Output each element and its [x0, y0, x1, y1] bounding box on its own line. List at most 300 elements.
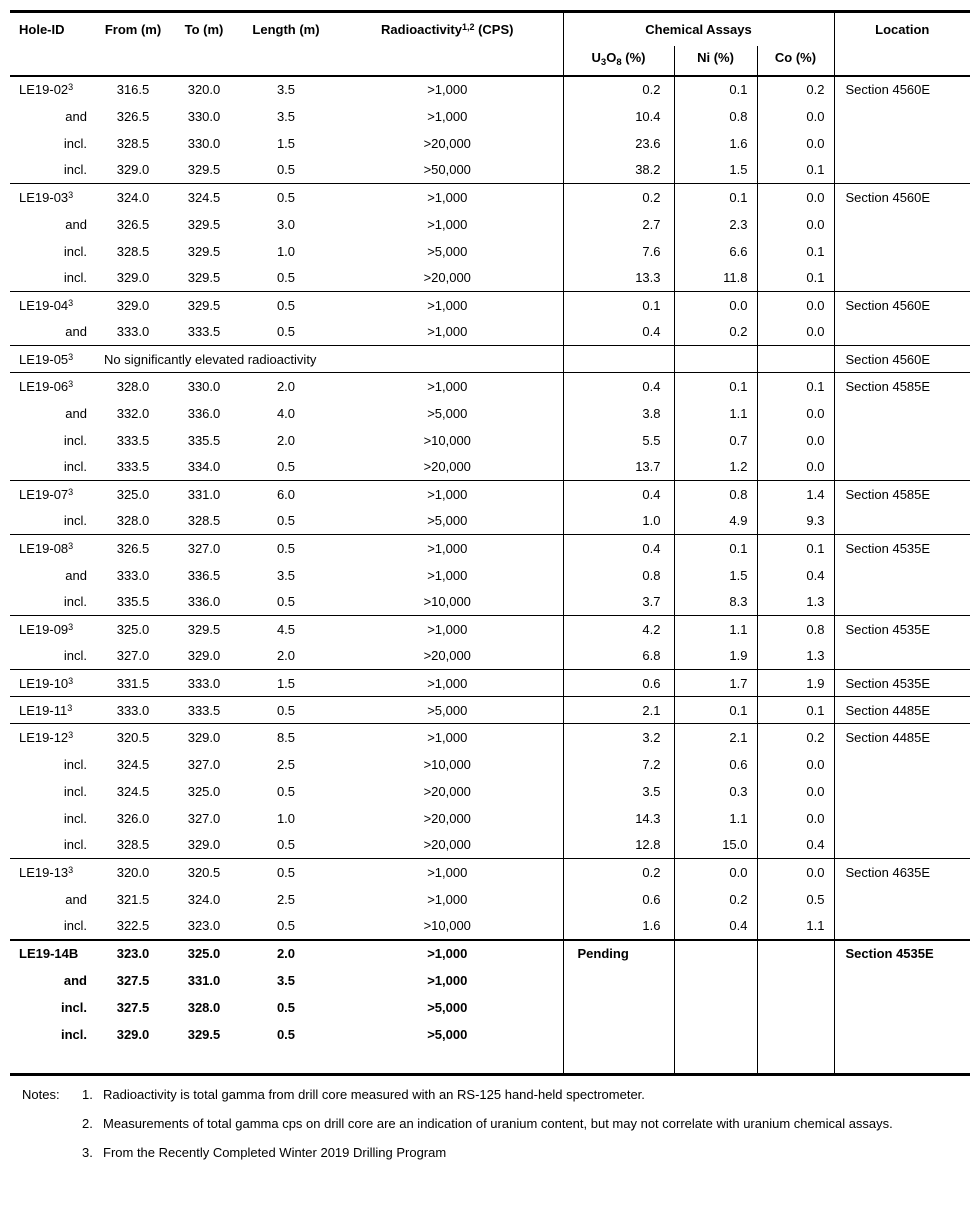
to-cell: 325.0 — [168, 940, 240, 967]
hole-id-cell — [10, 400, 98, 427]
table-row — [10, 346, 970, 373]
length-cell: 0.5 — [240, 697, 332, 724]
u3o8-cell: 0.4 — [563, 373, 674, 400]
ni-cell: 0.0 — [674, 292, 757, 319]
note-text: From the Recently Completed Winter 2019 Drilling Program — [103, 1145, 447, 1160]
table-row — [10, 778, 970, 805]
table-row — [10, 400, 970, 427]
length-cell: 0.5 — [276, 999, 296, 1015]
ni-cell: 0.8 — [674, 481, 757, 508]
location-cell — [834, 994, 970, 1021]
radioactivity-cell: >1,000 — [332, 184, 563, 211]
location-cell — [834, 400, 970, 427]
from-cell: 320.0 — [98, 859, 168, 886]
hole-id-label: incl. — [63, 162, 87, 178]
footnote-superscript: 3 — [68, 486, 74, 497]
from-cell: 329.0 — [98, 292, 168, 319]
co-cell: 1.4 — [757, 481, 834, 508]
hole-id-cell — [10, 940, 98, 967]
radioactivity-cell: >1,000 — [332, 616, 563, 643]
footnote-superscript: 3 — [68, 189, 74, 200]
hole-id-label: LE19-09 — [19, 621, 69, 637]
location-cell: Section 4535E — [834, 535, 970, 562]
u3o8-cell: 13.7 — [563, 454, 674, 481]
location-cell — [834, 265, 970, 292]
length-cell: 3.5 — [276, 82, 296, 97]
footnote-superscript: 1,2 — [461, 22, 475, 32]
to-cell: 333.5 — [187, 324, 221, 340]
ni-cell: 1.9 — [674, 643, 757, 670]
length-cell: 6.0 — [240, 481, 332, 508]
radioactivity-cell: >1,000 — [427, 324, 468, 340]
table-body — [10, 76, 970, 1075]
hole-id-label: incl. — [63, 837, 87, 853]
hole-id-label: incl. — [63, 270, 87, 286]
note-item — [82, 1115, 893, 1133]
location-cell — [834, 778, 970, 805]
table-row — [10, 319, 970, 346]
ni-cell: 2.3 — [674, 211, 757, 238]
radioactivity-cell: >50,000 — [423, 162, 471, 178]
u3o8-cell: 0.6 — [563, 886, 674, 913]
note-text: Measurements of total gamma cps on drill core are an indication of uranium content, but may not correlate with uranium chemical assays. — [103, 1116, 893, 1131]
ni-cell: 11.8 — [674, 265, 757, 292]
ni-cell: 0.4 — [674, 913, 757, 940]
ni-cell: 0.0 — [674, 859, 757, 886]
location-cell: Section 4485E — [834, 724, 970, 751]
ni-cell: 1.1 — [674, 400, 757, 427]
hole-id-cell — [10, 238, 98, 265]
col-header-chemical-assays: Chemical Assays — [563, 12, 834, 46]
ni-cell: 0.1 — [674, 76, 757, 103]
hole-id-cell — [10, 130, 98, 157]
u3o8-cell: 3.7 — [563, 589, 674, 616]
hole-id-label: and — [65, 405, 87, 421]
hole-id-cell — [10, 643, 98, 670]
from-cell: 329.0 — [116, 1026, 150, 1042]
u3o8-cell: 0.2 — [563, 859, 674, 886]
u3o8-cell: 0.2 — [563, 76, 674, 103]
footnote-superscript: 3 — [68, 351, 74, 362]
hole-id-label: incl. — [60, 999, 87, 1015]
co-cell: 0.0 — [757, 211, 834, 238]
ni-cell: 2.1 — [674, 724, 757, 751]
from-cell: 324.0 — [98, 184, 168, 211]
location-cell — [834, 319, 970, 346]
hole-id-cell — [10, 184, 98, 211]
location-cell: Section 4560E — [834, 184, 970, 211]
length-cell: 0.5 — [276, 270, 296, 286]
hole-id-label: incl. — [63, 810, 87, 826]
radioactivity-cell: >20,000 — [423, 270, 471, 286]
to-cell: 323.0 — [187, 918, 221, 933]
u3o8-cell: 3.2 — [563, 724, 674, 751]
hole-id-label: LE19-07 — [19, 486, 69, 502]
length-cell: 3.5 — [276, 972, 296, 988]
radioactivity-cell: >1,000 — [427, 972, 468, 988]
ni-cell: 0.1 — [674, 373, 757, 400]
co-cell: 0.1 — [757, 535, 834, 562]
from-cell: 332.0 — [116, 405, 150, 421]
table-row — [10, 265, 970, 292]
location-cell — [834, 913, 970, 940]
ni-cell: 8.3 — [674, 589, 757, 616]
hole-id-cell — [10, 751, 98, 778]
table-row — [10, 643, 970, 670]
co-cell: 0.0 — [757, 130, 834, 157]
hole-id-label: LE19-13 — [19, 864, 69, 880]
location-cell: Section 4535E — [834, 940, 970, 967]
hole-id-label: incl. — [63, 918, 87, 933]
hole-id-cell — [10, 1021, 98, 1048]
hole-id-cell — [10, 913, 98, 940]
u3o8-cell — [563, 994, 674, 1021]
co-cell: 0.0 — [757, 859, 834, 886]
from-cell: 327.5 — [116, 972, 150, 988]
to-cell: 329.5 — [187, 216, 221, 232]
length-cell: 0.5 — [276, 594, 296, 610]
from-cell: 327.0 — [116, 648, 150, 664]
to-cell: 330.0 — [187, 108, 221, 124]
note-number: 2. — [82, 1116, 93, 1131]
ni-cell — [674, 1021, 757, 1048]
hole-id-cell — [10, 292, 98, 319]
hole-id-cell — [10, 967, 98, 994]
length-cell: 2.0 — [240, 373, 332, 400]
co-cell — [757, 1021, 834, 1048]
from-cell: 325.0 — [98, 481, 168, 508]
u3o8-cell: 10.4 — [563, 103, 674, 130]
length-cell: 0.5 — [276, 324, 296, 340]
col-header-hole-id: Hole-ID — [19, 22, 65, 37]
hole-id-cell — [10, 373, 98, 400]
table-row — [10, 697, 970, 724]
to-cell: 324.0 — [187, 891, 221, 907]
from-cell: 331.5 — [98, 670, 168, 697]
co-cell: 1.3 — [757, 589, 834, 616]
length-cell: 1.0 — [276, 810, 296, 826]
to-cell: 325.0 — [187, 783, 221, 799]
u3o8-subscript: 3 — [600, 56, 607, 68]
to-cell: 329.0 — [187, 837, 221, 853]
u3o8-cell: 0.4 — [563, 535, 674, 562]
length-cell: 1.0 — [276, 243, 296, 259]
ni-cell: 1.5 — [674, 562, 757, 589]
co-cell: 1.9 — [757, 670, 834, 697]
co-cell: 0.1 — [757, 697, 834, 724]
location-cell: Section 4585E — [834, 373, 970, 400]
u3o8-cell: 0.2 — [563, 184, 674, 211]
ni-cell: 0.1 — [674, 184, 757, 211]
length-cell: 0.5 — [240, 184, 332, 211]
co-cell: 0.1 — [757, 373, 834, 400]
footnote-superscript: 3 — [68, 621, 74, 632]
notes-label: Notes: — [22, 1087, 60, 1102]
hole-id-cell — [10, 859, 98, 886]
hole-id-cell — [10, 346, 98, 373]
from-cell: 335.5 — [116, 594, 150, 610]
radioactivity-cell: >1,000 — [427, 216, 468, 232]
from-cell — [98, 1048, 168, 1075]
length-cell: 4.0 — [276, 405, 296, 421]
co-cell: 0.1 — [757, 265, 834, 292]
table-row — [10, 967, 970, 994]
table-row — [10, 940, 970, 967]
radioactivity-cell: >1,000 — [332, 859, 563, 886]
hole-id-label: incl. — [63, 783, 87, 799]
from-cell: 333.0 — [116, 567, 150, 583]
from-cell: 328.5 — [116, 135, 150, 151]
table-row — [10, 184, 970, 211]
hole-id-label: LE19-11 — [19, 702, 68, 718]
radioactivity-cell — [332, 1048, 563, 1075]
co-cell — [757, 994, 834, 1021]
table-header — [10, 12, 970, 76]
co-cell: 0.0 — [757, 427, 834, 454]
hole-id-cell — [10, 886, 98, 913]
u3o8-label-part: U — [591, 49, 601, 65]
ni-cell: 1.2 — [674, 454, 757, 481]
radioactivity-cell: >5,000 — [427, 513, 468, 529]
radioactivity-cell: >1,000 — [332, 373, 563, 400]
length-cell: 0.5 — [276, 459, 296, 475]
co-cell: 0.0 — [757, 292, 834, 319]
to-cell — [168, 1048, 240, 1075]
length-cell: 0.5 — [276, 918, 296, 933]
radioactivity-cell: >1,000 — [427, 567, 468, 583]
location-cell — [834, 1021, 970, 1048]
from-cell: 333.5 — [116, 459, 150, 475]
hole-id-label: LE19-10 — [19, 675, 69, 691]
ni-cell: 0.3 — [674, 778, 757, 805]
length-cell: 1.5 — [276, 135, 296, 151]
ni-cell: 6.6 — [674, 238, 757, 265]
hole-id-cell — [10, 589, 98, 616]
page — [0, 10, 980, 1228]
table-row — [10, 994, 970, 1021]
to-cell: 330.0 — [187, 135, 221, 151]
header-row-main — [10, 12, 970, 46]
location-cell — [834, 589, 970, 616]
drill-results-table — [10, 10, 970, 1076]
to-cell: 329.5 — [168, 616, 240, 643]
length-cell: 0.5 — [276, 837, 296, 853]
location-cell — [834, 157, 970, 184]
from-cell: 325.0 — [98, 616, 168, 643]
location-cell — [834, 751, 970, 778]
radioactivity-cell: >5,000 — [332, 697, 563, 724]
u3o8-label-part: O — [606, 49, 617, 65]
hole-id-cell — [10, 778, 98, 805]
location-cell — [834, 454, 970, 481]
hole-id-cell — [10, 508, 98, 535]
u3o8-cell — [563, 1048, 674, 1075]
hole-id-cell — [10, 616, 98, 643]
ni-cell: 0.8 — [674, 103, 757, 130]
ni-cell — [674, 1048, 757, 1075]
footnote-superscript: 3 — [68, 297, 74, 308]
location-cell — [834, 886, 970, 913]
length-cell: 0.5 — [276, 1026, 296, 1042]
radioactivity-cell: >10,000 — [423, 432, 471, 448]
to-cell: 330.0 — [168, 373, 240, 400]
length-cell: 0.5 — [276, 513, 296, 529]
from-cell: 324.5 — [116, 783, 150, 799]
radioactivity-cell: >20,000 — [423, 459, 471, 475]
notes-list — [82, 1086, 893, 1173]
length-cell: 0.5 — [240, 535, 332, 562]
location-cell — [834, 211, 970, 238]
u3o8-cell: 2.1 — [563, 697, 674, 724]
radioactivity-cell: >1,000 — [332, 292, 563, 319]
hole-id-label: incl. — [63, 756, 87, 772]
u3o8-cell — [563, 967, 674, 994]
co-cell: 0.0 — [757, 103, 834, 130]
hole-id-cell — [10, 724, 98, 751]
hole-id-label: LE19-12 — [19, 729, 69, 745]
location-cell: Section 4560E — [834, 346, 970, 373]
to-cell: 324.5 — [168, 184, 240, 211]
radioactivity-cell: >10,000 — [423, 594, 471, 610]
table-row — [10, 157, 970, 184]
table-row — [10, 1048, 970, 1075]
from-cell: 328.5 — [116, 243, 150, 259]
table-row — [10, 1021, 970, 1048]
location-cell: Section 4485E — [834, 697, 970, 724]
u3o8-cell: 14.3 — [563, 805, 674, 832]
to-cell: 327.0 — [187, 756, 221, 772]
hole-id-cell — [10, 265, 98, 292]
hole-id-label: and — [65, 324, 87, 340]
hole-id-cell — [10, 103, 98, 130]
co-cell: 1.3 — [757, 643, 834, 670]
from-cell: 328.0 — [116, 513, 150, 529]
co-cell: 0.2 — [757, 724, 834, 751]
radioactivity-label: Radioactivity — [381, 22, 462, 37]
co-cell — [757, 967, 834, 994]
co-cell — [757, 940, 834, 967]
location-cell — [834, 508, 970, 535]
length-cell: 3.5 — [276, 567, 296, 583]
ni-cell: 0.7 — [674, 427, 757, 454]
col-header-ni: Ni (%) — [674, 46, 757, 76]
to-cell: 328.5 — [187, 513, 221, 529]
to-cell: 329.5 — [187, 270, 221, 286]
co-cell: 0.0 — [757, 805, 834, 832]
u3o8-cell: 7.6 — [563, 238, 674, 265]
hole-id-label: LE19-08 — [19, 540, 69, 556]
location-cell: Section 4585E — [834, 481, 970, 508]
to-cell: 333.5 — [168, 697, 240, 724]
radioactivity-cell: >5,000 — [427, 1026, 468, 1042]
from-cell: 323.0 — [98, 940, 168, 967]
table-row — [10, 103, 970, 130]
radioactivity-note-cell: No significantly elevated radioactivity — [98, 346, 563, 373]
hole-id-label: LE19-04 — [19, 297, 69, 313]
col-header-u3o8 — [563, 46, 674, 76]
hole-id-cell — [10, 1048, 98, 1075]
hole-id-cell — [10, 454, 98, 481]
footnote-superscript: 3 — [68, 864, 74, 875]
hole-id-cell — [10, 481, 98, 508]
u3o8-unit: (%) — [621, 49, 646, 65]
hole-id-label: LE19-06 — [19, 378, 69, 394]
ni-cell: 1.6 — [674, 130, 757, 157]
length-cell: 2.0 — [276, 648, 296, 664]
ni-cell: 1.5 — [674, 157, 757, 184]
u3o8-cell: 5.5 — [563, 427, 674, 454]
hole-id-cell — [10, 562, 98, 589]
u3o8-cell: 1.0 — [563, 508, 674, 535]
co-cell: 0.0 — [757, 454, 834, 481]
hole-id-label: LE19-03 — [19, 189, 69, 205]
co-cell — [757, 1048, 834, 1075]
length-cell: 0.5 — [276, 783, 296, 799]
table-row — [10, 724, 970, 751]
radioactivity-unit: (CPS) — [474, 22, 514, 37]
hole-id-label: and — [65, 567, 87, 583]
radioactivity-cell: >1,000 — [332, 535, 563, 562]
u3o8-subscript: 8 — [616, 56, 622, 68]
radioactivity-cell: >5,000 — [427, 243, 468, 259]
length-cell: 0.5 — [240, 292, 332, 319]
u3o8-cell: Pending — [563, 940, 674, 967]
from-cell: 329.0 — [116, 162, 150, 178]
from-cell: 326.5 — [116, 108, 150, 124]
to-cell: 333.0 — [168, 670, 240, 697]
to-cell: 329.5 — [168, 292, 240, 319]
co-cell: 0.1 — [757, 157, 834, 184]
footnote-superscript: 3 — [68, 540, 74, 551]
location-cell — [834, 238, 970, 265]
hole-id-label: LE19-02 — [19, 82, 69, 97]
co-cell: 9.3 — [757, 508, 834, 535]
to-cell: 329.5 — [187, 1026, 221, 1042]
ni-cell: 4.9 — [674, 508, 757, 535]
note-item — [82, 1086, 893, 1104]
length-cell — [240, 1048, 332, 1075]
from-cell: 321.5 — [116, 891, 150, 907]
u3o8-cell: 7.2 — [563, 751, 674, 778]
from-cell: 322.5 — [116, 918, 150, 933]
table-row — [10, 670, 970, 697]
hole-id-label: incl. — [63, 432, 87, 448]
co-cell: 0.5 — [757, 886, 834, 913]
table-row — [10, 454, 970, 481]
table-row — [10, 508, 970, 535]
radioactivity-cell: >20,000 — [423, 837, 471, 853]
u3o8-cell — [563, 346, 674, 373]
location-cell — [834, 832, 970, 859]
footnote-superscript: 3 — [68, 675, 74, 686]
hole-id-cell — [10, 697, 98, 724]
hole-id-label: and — [65, 108, 87, 124]
from-cell: 329.0 — [116, 270, 150, 286]
table-row — [10, 427, 970, 454]
length-cell: 3.0 — [276, 216, 296, 232]
hole-id-label: incl. — [63, 135, 87, 151]
co-cell: 0.0 — [757, 778, 834, 805]
ni-cell: 0.1 — [674, 535, 757, 562]
col-header-co: Co (%) — [757, 46, 834, 76]
table-row — [10, 805, 970, 832]
note-text: Radioactivity is total gamma from drill core measured with an RS-125 hand-held spectrometer. — [103, 1087, 645, 1102]
location-cell: Section 4535E — [834, 616, 970, 643]
hole-id-label: incl. — [63, 513, 87, 529]
location-cell — [834, 427, 970, 454]
ni-cell: 0.2 — [674, 886, 757, 913]
hole-id-cell — [10, 76, 98, 103]
